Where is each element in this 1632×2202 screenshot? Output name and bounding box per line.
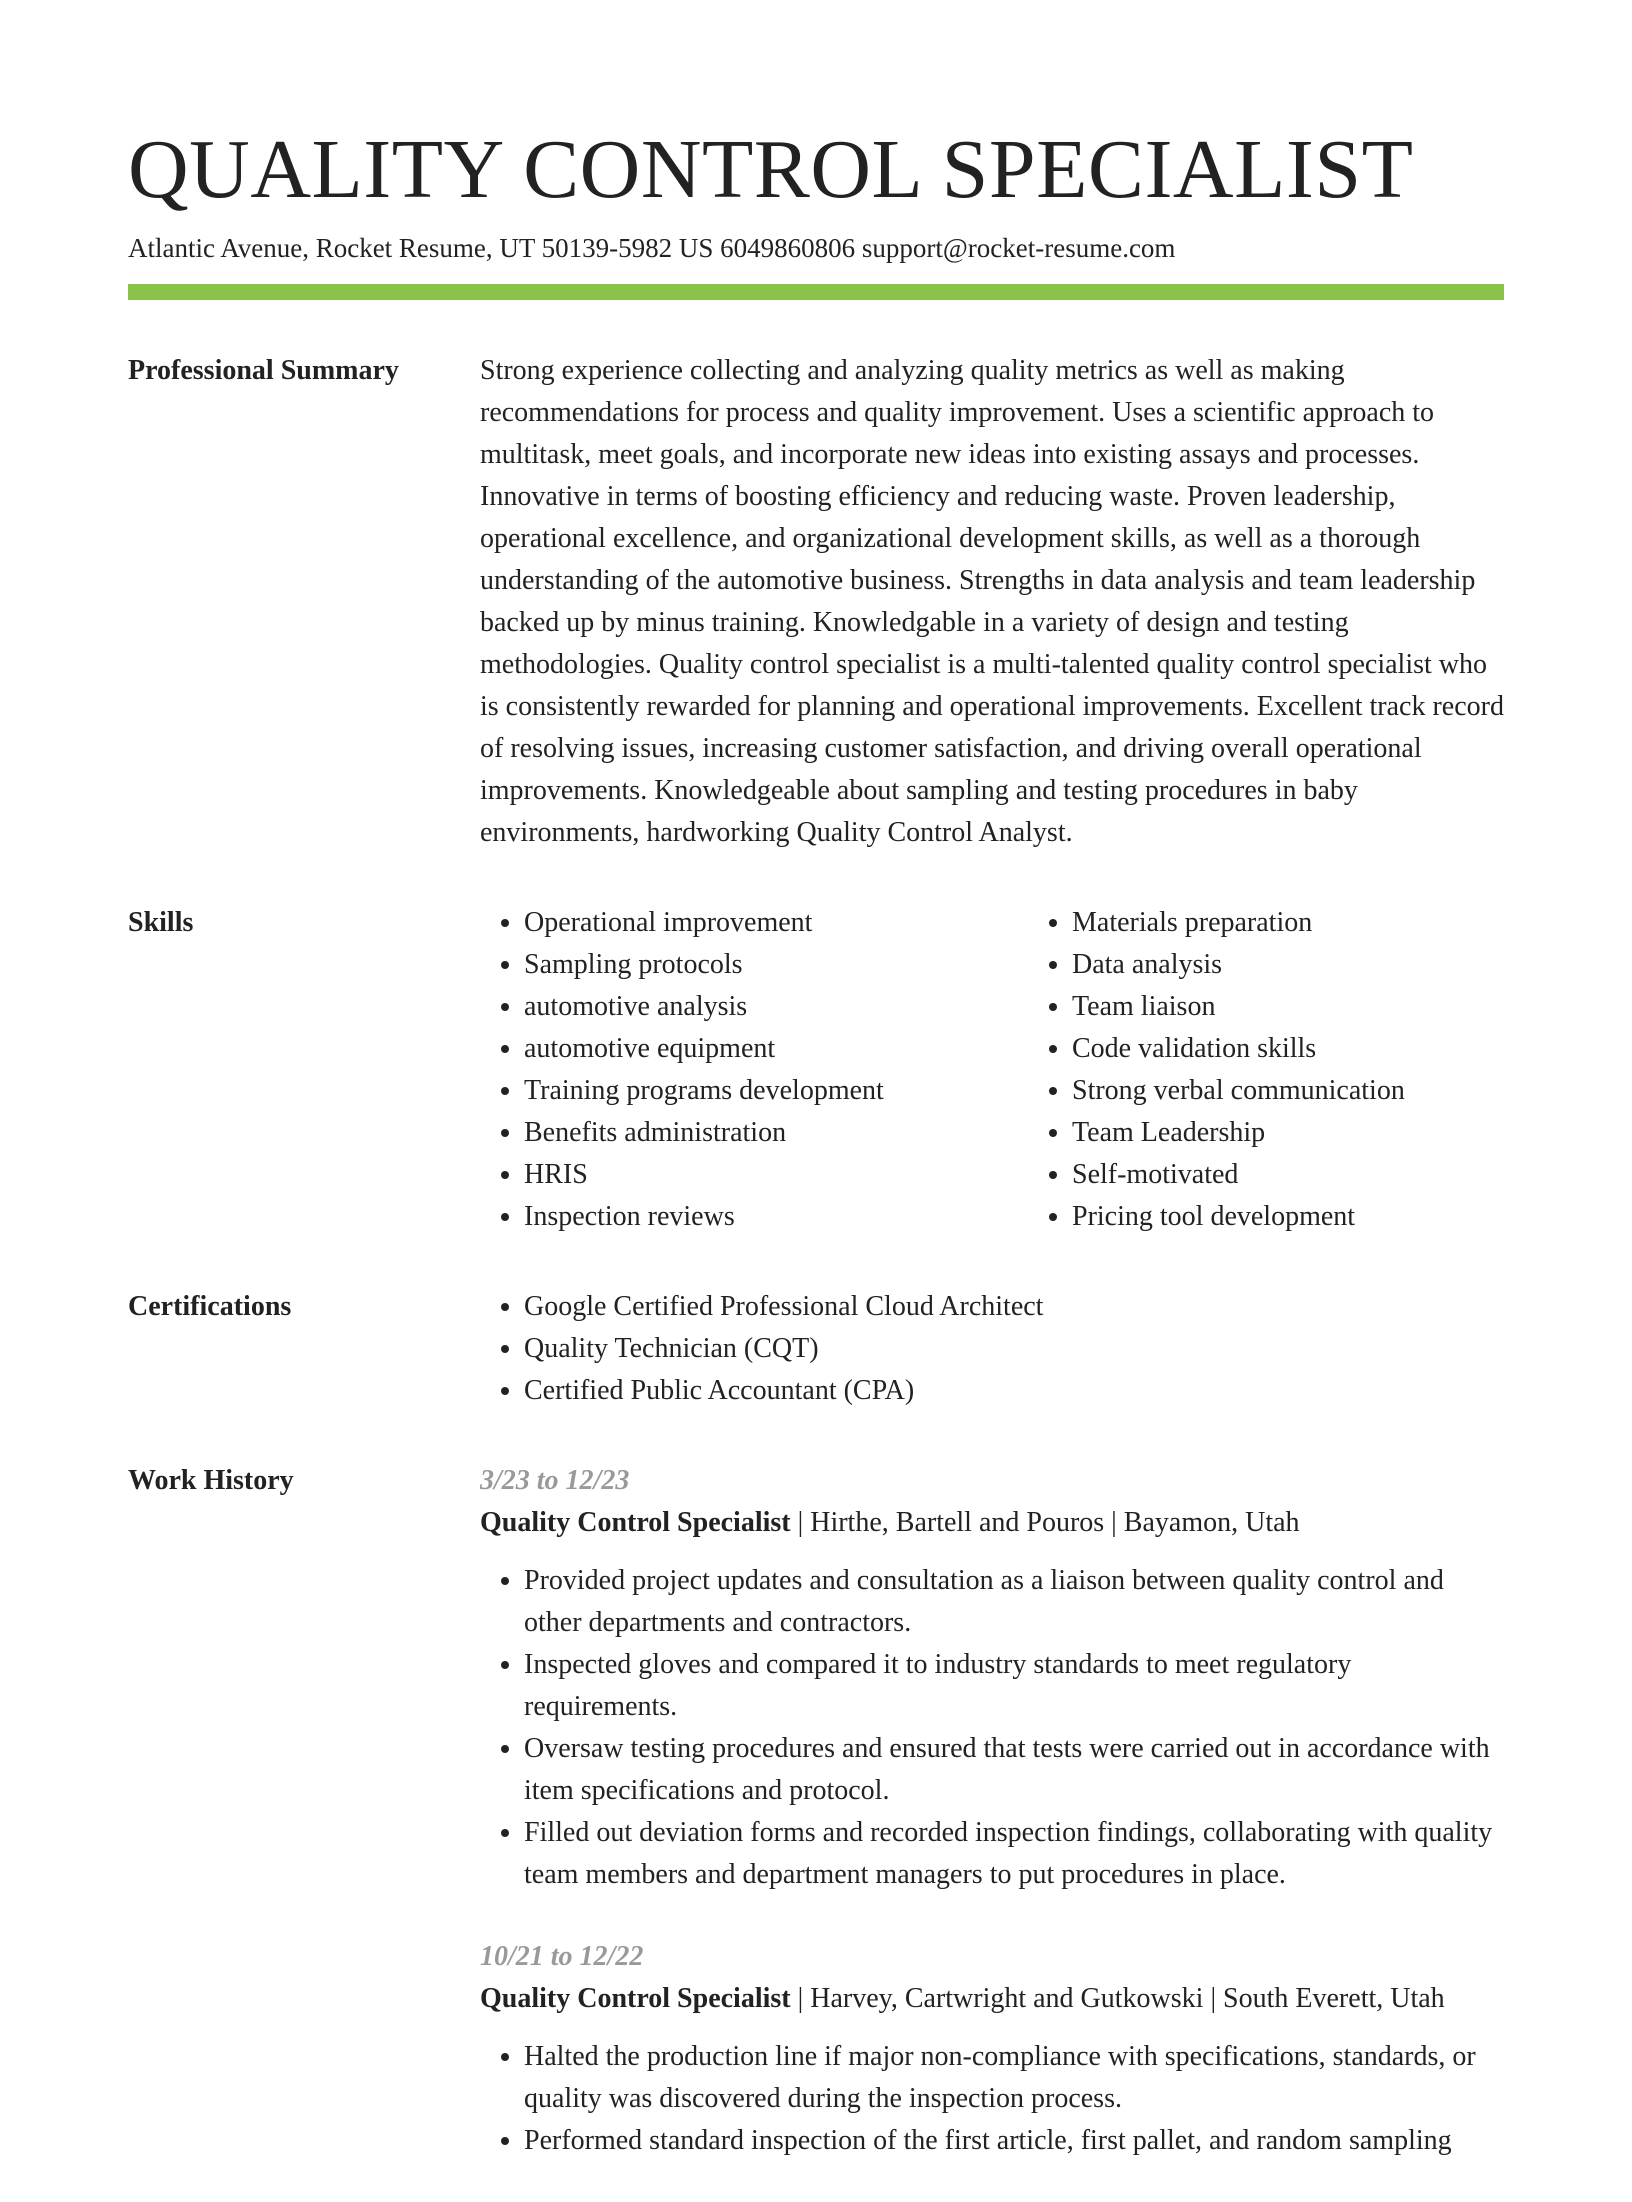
skill-item: • Inspection reviews bbox=[524, 1196, 1028, 1238]
job-bullet: • Provided project updates and consultation as a liaison between quality control and other departments and contractors. bbox=[524, 1560, 1504, 1644]
skills-section bbox=[128, 902, 1504, 1238]
skills-column-right bbox=[1028, 902, 1576, 1238]
job-entry bbox=[480, 1460, 1504, 1896]
contact-info: Atlantic Avenue, Rocket Resume, UT 50139-5982 US 6049860806 support@rocket-resume.com bbox=[128, 233, 1176, 263]
skills-column-left bbox=[480, 902, 1028, 1238]
work-history-section bbox=[128, 1460, 1504, 2202]
section-title: Skills bbox=[128, 907, 194, 938]
header-divider bbox=[128, 284, 1504, 300]
certification-item: • Google Certified Professional Cloud Architect bbox=[524, 1286, 1504, 1328]
section-body bbox=[480, 902, 1576, 1238]
resume-name: QUALITY CONTROL SPECIALIST bbox=[128, 123, 1414, 216]
job-details: | Hirthe, Bartell and Pouros | Bayamon, Utah bbox=[790, 1507, 1300, 1538]
job-bullet: • Filled out deviation forms and recorded inspection findings, collaborating with quality team members and department managers to put procedures in place. bbox=[524, 1812, 1504, 1896]
skill-item: • Self-motivated bbox=[1072, 1154, 1576, 1196]
certifications-list bbox=[480, 1286, 1504, 1412]
section-body bbox=[480, 1286, 1504, 1412]
summary-section bbox=[128, 350, 1504, 854]
skill-item: • Strong verbal communication bbox=[1072, 1070, 1576, 1112]
skill-item: • Team Leadership bbox=[1072, 1112, 1576, 1154]
job-bullet: • Inspected gloves and compared it to industry standards to meet regulatory requirements. bbox=[524, 1644, 1504, 1728]
resume-page bbox=[128, 0, 1504, 2202]
skill-item: • Training programs development bbox=[524, 1070, 1028, 1112]
skill-item: • Sampling protocols bbox=[524, 944, 1028, 986]
job-bullet: • Performed standard inspection of the first article, first pallet, and random sampling bbox=[524, 2120, 1504, 2162]
job-title: Quality Control Specialist bbox=[480, 1507, 791, 1538]
summary-text: Strong experience collecting and analyzing quality metrics as well as making recommendations for process and quality improvement. Uses a scientific approach to multitask, meet goals, and incorporate new ideas into existing assays and processes. Innovative in terms of boosting efficiency and reducing waste. Proven leadership, operational excellence, and organizational development skills, as well as a thorough understanding of the automotive business. Strengths in data analysis and team leadership backed up by minus training. Knowledgable in a variety of design and testing methodologies. Quality control specialist is a multi-talented quality control specialist who is consistently rewarded for planning and operational improvements. Excellent track record of resolving issues, increasing customer satisfaction, and driving overall operational improvements. Knowledgeable about sampling and testing procedures in baby environments, hardworking Quality Control Analyst. bbox=[480, 355, 1504, 848]
job-bullets bbox=[480, 1560, 1504, 1896]
skill-item: • HRIS bbox=[524, 1154, 1028, 1196]
skill-item: • Materials preparation bbox=[1072, 902, 1576, 944]
skill-item: • Data analysis bbox=[1072, 944, 1576, 986]
skill-item: • Code validation skills bbox=[1072, 1028, 1576, 1070]
section-body bbox=[480, 1460, 1504, 2202]
skills-grid bbox=[480, 902, 1576, 1238]
job-dates: 10/21 to 12/22 bbox=[480, 1941, 644, 1972]
job-bullets bbox=[480, 2036, 1504, 2162]
section-title: Certifications bbox=[128, 1291, 292, 1322]
section-body bbox=[480, 350, 1504, 854]
job-dates: 3/23 to 12/23 bbox=[480, 1465, 630, 1496]
certification-item: • Quality Technician (CQT) bbox=[524, 1328, 1504, 1370]
job-details: | Harvey, Cartwright and Gutkowski | South Everett, Utah bbox=[790, 1983, 1445, 2014]
certification-item: • Certified Public Accountant (CPA) bbox=[524, 1370, 1504, 1412]
skill-item: • Team liaison bbox=[1072, 986, 1576, 1028]
job-heading bbox=[480, 1978, 1504, 2020]
skill-item: • Benefits administration bbox=[524, 1112, 1028, 1154]
skill-item: • automotive analysis bbox=[524, 986, 1028, 1028]
skill-item: • automotive equipment bbox=[524, 1028, 1028, 1070]
section-title: Work History bbox=[128, 1465, 294, 1496]
job-heading bbox=[480, 1502, 1504, 1544]
skill-item: • Operational improvement bbox=[524, 902, 1028, 944]
section-title: Professional Summary bbox=[128, 355, 399, 386]
job-bullet: • Oversaw testing procedures and ensured that tests were carried out in accordance with item specifications and protocol. bbox=[524, 1728, 1504, 1812]
job-title: Quality Control Specialist bbox=[480, 1983, 791, 2014]
job-bullet: • Halted the production line if major non-compliance with specifications, standards, or quality was discovered during the inspection process. bbox=[524, 2036, 1504, 2120]
certifications-section bbox=[128, 1286, 1504, 1412]
job-entry bbox=[480, 1936, 1504, 2162]
skill-item: • Pricing tool development bbox=[1072, 1196, 1576, 1238]
